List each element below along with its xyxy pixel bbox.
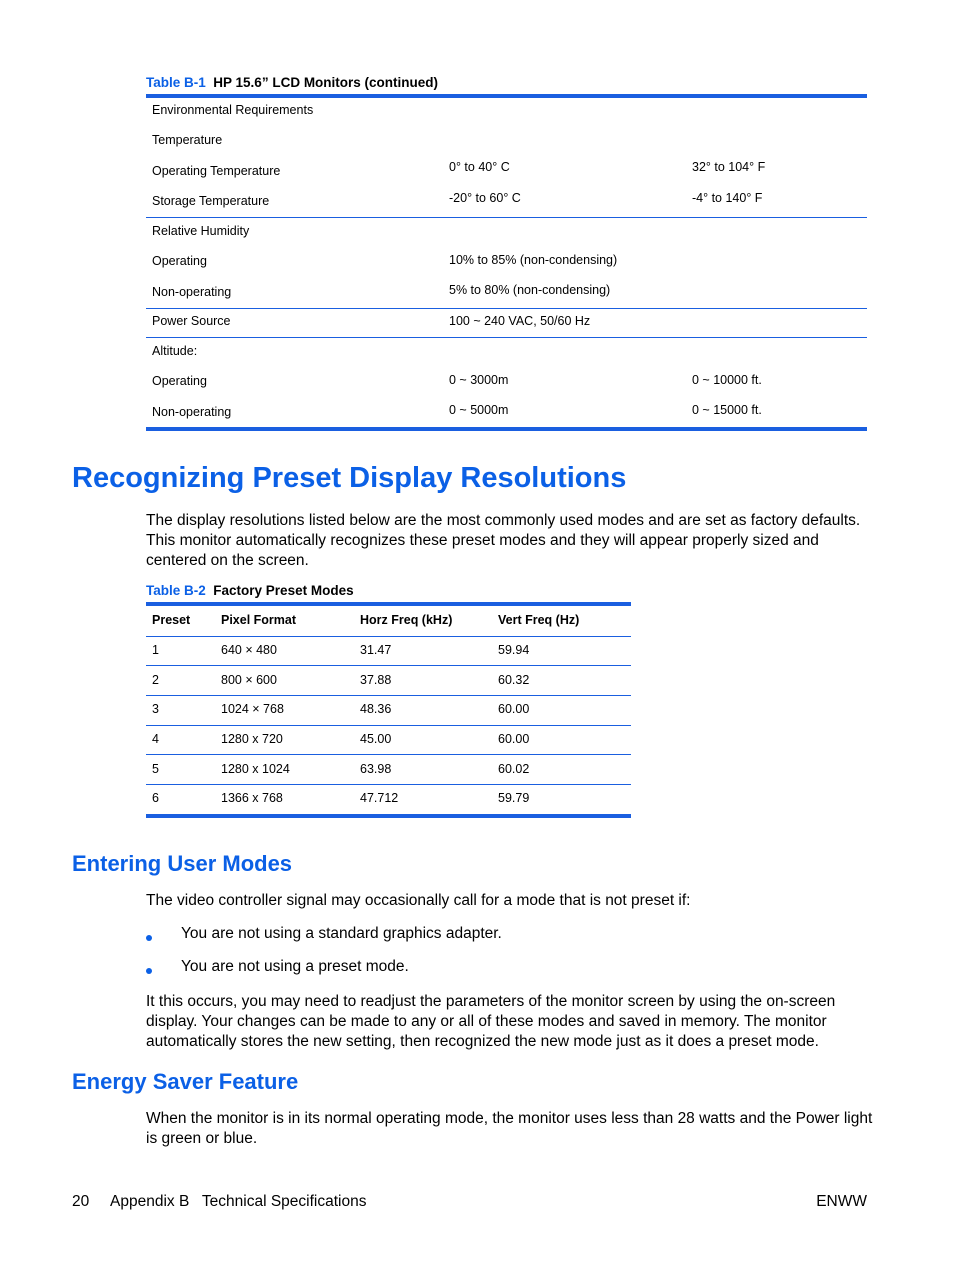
table-b1-cell: Power Source xyxy=(152,314,231,328)
table-b2-top-rule xyxy=(146,602,631,606)
table-b1-cell: 0° to 40° C xyxy=(449,160,510,174)
table-b1-cell: Altitude: xyxy=(152,344,198,358)
table-b2-row-divider xyxy=(146,784,631,785)
table-b1-cell: 0 ~ 10000 ft. xyxy=(692,373,762,387)
table-b2-cell: 640 × 480 xyxy=(221,643,277,657)
table-b1-row-divider xyxy=(146,217,867,218)
table-b1-cell: 0 ~ 15000 ft. xyxy=(692,403,762,417)
table-b1-cell: Environmental Requirements xyxy=(152,103,314,117)
table-b1-cell: -4° to 140° F xyxy=(692,191,763,205)
table-b2-row-divider xyxy=(146,636,631,637)
table-b2-header-vert-freq: Vert Freq (Hz) xyxy=(498,613,580,627)
section3-body: When the monitor is in its normal operating mode, the monitor uses less than 28 watts and the Power light is green or blue. xyxy=(146,1110,873,1147)
table-b1-cell: 0 ~ 5000m xyxy=(449,403,509,417)
section3-heading: Energy Saver Feature xyxy=(72,1069,299,1094)
section2-body: It this occurs, you may need to readjust the parameters of the monitor screen by using the on-screen display. Your changes can be made to any or all of these modes and saved in memory. The monitor automatically stores the new setting, then recognized the new mode just as it does a preset mode. xyxy=(146,993,836,1050)
table-b2-cell: 60.32 xyxy=(498,673,530,687)
table-b2-row-divider xyxy=(146,665,631,666)
table-b2-cell: 5 xyxy=(152,762,159,776)
table-b1-cell: Non-operating xyxy=(152,405,232,419)
table-b2-row-divider xyxy=(146,754,631,755)
table-b1-cell: Non-operating xyxy=(152,285,232,299)
bullet-icon xyxy=(146,968,152,974)
table-b2-cell: 59.79 xyxy=(498,791,530,805)
table-b2-cell: 1280 x 720 xyxy=(221,732,283,746)
page-title: Recognizing Preset Display Resolutions xyxy=(72,462,627,494)
table-b2-cell: 63.98 xyxy=(360,762,392,776)
table-b1-top-rule xyxy=(146,94,867,98)
table-b2-cell: 45.00 xyxy=(360,732,392,746)
table-b2-caption xyxy=(146,583,354,598)
table-b2-bottom-rule xyxy=(146,814,631,818)
table-b2-cell: 3 xyxy=(152,702,159,716)
table-b2-header-pixel-format: Pixel Format xyxy=(221,613,297,627)
table-b1-cell: 10% to 85% (non-condensing) xyxy=(449,253,618,267)
table-b2-cell: 31.47 xyxy=(360,643,392,657)
table-b2-cell: 1280 x 1024 xyxy=(221,762,290,776)
table-b1-cell: 0 ~ 3000m xyxy=(449,373,509,387)
table-b2-cell: 60.02 xyxy=(498,762,530,776)
table-b2-cell: 60.00 xyxy=(498,702,530,716)
table-b1-bottom-rule xyxy=(146,427,867,431)
table-b2-cell: 1 xyxy=(152,643,159,657)
table-b1-caption xyxy=(146,75,438,90)
table-b1-cell: Temperature xyxy=(152,133,223,147)
table-b1-cell: Operating xyxy=(152,374,207,388)
bullet-item: You are not using a preset mode. xyxy=(181,958,409,975)
table-b2-row-divider xyxy=(146,695,631,696)
table-b2-cell: 59.94 xyxy=(498,643,530,657)
bullet-icon xyxy=(146,935,152,941)
table-b1-cell: 100 ~ 240 VAC, 50/60 Hz xyxy=(449,314,591,328)
table-b1-cell: 32° to 104° F xyxy=(692,160,766,174)
table-b2-header-horz-freq: Horz Freq (kHz) xyxy=(360,613,453,627)
table-b2-row-divider xyxy=(146,725,631,726)
table-b2-cell: 37.88 xyxy=(360,673,392,687)
table-b1-row-divider xyxy=(146,308,867,309)
table-b2-cell: 4 xyxy=(152,732,159,746)
table-b2-title: Factory Preset Modes xyxy=(213,583,354,598)
footer-page-number: 20 xyxy=(72,1193,90,1210)
table-b1-cell: 5% to 80% (non-condensing) xyxy=(449,283,611,297)
section1-body: The display resolutions listed below are the most commonly used modes and are set as factory defaults. This monitor automatically recognizes these preset modes and they will appear properly sized and centered on the screen. xyxy=(146,512,861,569)
table-b1-row-divider xyxy=(146,337,867,338)
table-b2-cell: 1024 × 768 xyxy=(221,702,284,716)
footer-right-label: ENWW xyxy=(816,1193,867,1210)
bullet-item: You are not using a standard graphics adapter. xyxy=(181,925,502,942)
table-b2-cell: 48.36 xyxy=(360,702,392,716)
table-b1-cell: -20° to 60° C xyxy=(449,191,521,205)
section2-intro: The video controller signal may occasionally call for a mode that is not preset if: xyxy=(146,892,691,909)
table-b2-header-preset: Preset xyxy=(152,613,191,627)
table-b1-cell: Operating Temperature xyxy=(152,164,281,178)
table-b2-cell: 6 xyxy=(152,791,159,805)
table-b1-title: HP 15.6” LCD Monitors (continued) xyxy=(213,75,439,90)
table-b1-label: Table B-1 xyxy=(146,75,206,90)
section2-heading: Entering User Modes xyxy=(72,851,293,876)
table-b1-cell: Operating xyxy=(152,254,207,268)
table-b2-cell: 2 xyxy=(152,673,159,687)
table-b2-cell: 1366 x 768 xyxy=(221,791,283,805)
table-b2-cell: 60.00 xyxy=(498,732,530,746)
table-b1-cell: Relative Humidity xyxy=(152,224,250,238)
footer-chapter: Appendix B Technical Specifications xyxy=(110,1193,367,1210)
table-b2-cell: 47.712 xyxy=(360,791,399,805)
table-b1-cell: Storage Temperature xyxy=(152,194,270,208)
table-b2-label: Table B-2 xyxy=(146,583,206,598)
table-b2-cell: 800 × 600 xyxy=(221,673,277,687)
